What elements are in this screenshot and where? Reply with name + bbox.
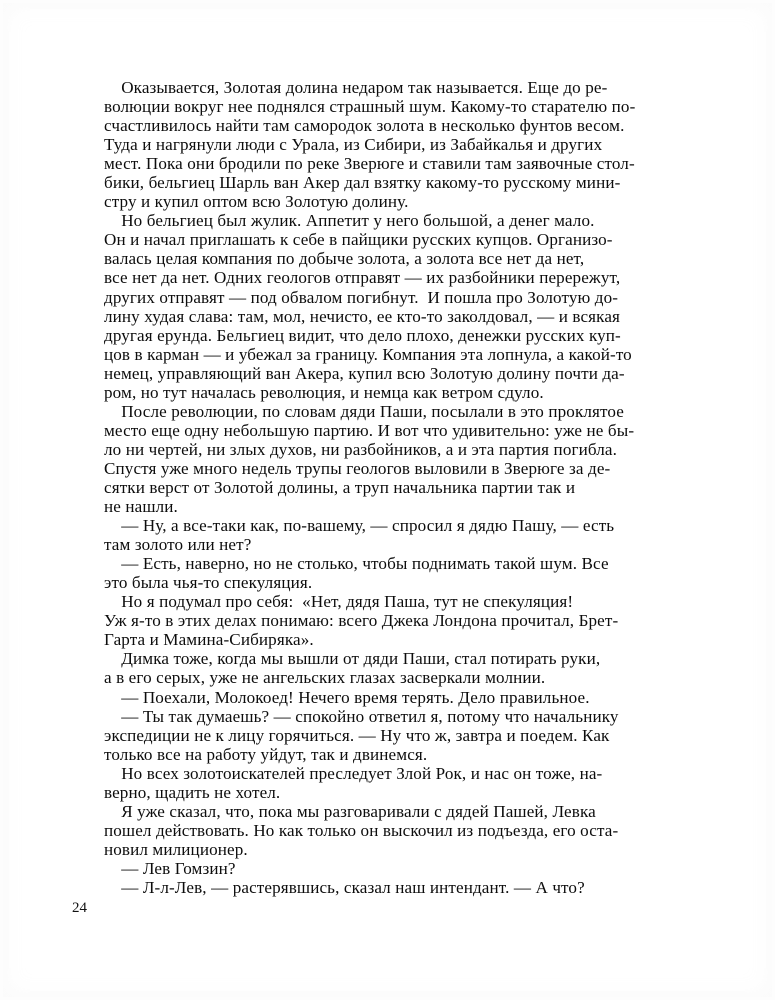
- text-line: ром, но тут началась революция, и немца как ветром сдуло.: [104, 382, 544, 402]
- paragraph-posle-revolyucii: [104, 402, 672, 516]
- text-line: других отправят — под обвалом погибнут. И пошла про Золотую до-: [104, 287, 619, 307]
- text-line: Я уже сказал, что, пока мы разговаривали с дядей Пашей, Левка: [104, 801, 596, 821]
- text-line: Но я подумал про себя: «Нет, дядя Паша, тут не спекуляция!: [104, 592, 574, 612]
- text-line: а в его серых, уже не ангельских глазах засверкали молнии.: [104, 668, 546, 688]
- text-line: волюции вокруг нее поднялся страшный шум. Какому-то старателю по-: [104, 97, 636, 117]
- text-line: Уж я-то в этих делах понимаю: всего Джека Лондона прочитал, Брет-: [104, 611, 619, 631]
- text-line: Димка тоже, когда мы вышли от дяди Паши, стал потирать руки,: [104, 649, 601, 669]
- text-line: — Ты так думаешь? — спокойно ответил я, потому что начальнику: [104, 706, 619, 726]
- text-line: Оказывается, Золотая долина недаром так называется. Еще до ре-: [104, 78, 608, 97]
- text-line: это была чья-то спекуляция.: [104, 573, 313, 593]
- text-line: пошел действовать. Но как только он выскочил из подъезда, его оста-: [104, 820, 619, 840]
- text-line: там золото или нет?: [104, 535, 252, 555]
- page-number: 24: [72, 900, 87, 916]
- text-line: Но бельгиец был жулик. Аппетит у него большой, а денег мало.: [104, 211, 595, 231]
- text-line: мест. Пока они бродили по реке Зверюге и ставили там заявочные стол-: [104, 154, 635, 174]
- paragraph-dialogue-answer: [104, 554, 672, 592]
- text-line: ло ни чертей, ни злых духов, ни разбойников, а и эта партия погибла.: [104, 439, 618, 459]
- paragraph-belgiec: [104, 211, 672, 401]
- paragraph-zloy-rok: [104, 764, 672, 802]
- text-line: Но всех золотоискателей преследует Злой Рок, и нас он тоже, на-: [104, 763, 603, 783]
- text-line: Туда и нагрянули люди с Урала, из Сибири, из Забайкалья и других: [104, 135, 603, 155]
- text-line: верно, щадить не хотел.: [104, 782, 281, 802]
- text-line: только все на работу уйдут, так и двинемся.: [104, 744, 428, 764]
- paragraph-dialogue-question: [104, 516, 672, 554]
- text-line: не нашли.: [104, 497, 178, 517]
- text-line: экспедиции не к лицу горячиться. — Ну что ж, завтра и поедем. Как: [104, 725, 610, 745]
- text-line: — Л-л-Лев, — растерявшись, сказал наш интендант. — А что?: [104, 877, 585, 897]
- text-line: — Лев Гомзин?: [104, 858, 236, 878]
- text-line: немец, управляющий ван Акера, купил всю Золотую долину почти да-: [104, 363, 625, 383]
- text-line: валась целая компания по добыче золота, а золота все нет да нет,: [104, 249, 585, 269]
- paragraph-dialogue-l-l-lev: [104, 878, 672, 897]
- text-line: — Ну, а все-таки как, по-вашему, — спросил я дядю Пашу, — есть: [104, 516, 615, 536]
- text-line: цов в карман — и убежал за границу. Компания эта лопнула, а какой-то: [104, 344, 632, 364]
- text-line: бики, бельгиец Шарль ван Акер дал взятку какому-то русскому мини-: [104, 173, 621, 193]
- paragraph-dialogue-poehali: [104, 688, 672, 707]
- paragraph-dialogue-ty-tak-dumaesh: [104, 707, 672, 764]
- paragraph-dialogue-lev-gomzin: [104, 859, 672, 878]
- text-line: новил милиционер.: [104, 839, 248, 859]
- paragraph-zolotaya-dolina: [104, 78, 672, 211]
- text-line: Гарта и Мамина-Сибиряка».: [104, 630, 314, 650]
- text-line: сятки верст от Золотой долины, а труп начальника партии так и: [104, 477, 576, 497]
- text-line: Он и начал приглашать к себе в пайщики русских купцов. Организо-: [104, 230, 613, 250]
- paragraph-dimka: [104, 649, 672, 687]
- text-line: стру и купил оптом всю Золотую долину.: [104, 192, 409, 212]
- text-line: После революции, по словам дяди Паши, посылали в это проклятое: [104, 401, 624, 421]
- text-line: Спустя уже много недель трупы геологов выловили в Зверюге за де-: [104, 458, 611, 478]
- text-line: — Поехали, Молокоед! Нечего время терять. Дело правильное.: [104, 687, 590, 707]
- page-text-body: [104, 78, 672, 897]
- paragraph-no-ya-podumal: [104, 592, 672, 649]
- text-line: место еще одну небольшую партию. И вот что удивительно: уже не бы-: [104, 420, 635, 440]
- text-line: лину худая слава: там, мол, нечисто, ее кто-то заколдовал, — и всякая: [104, 306, 621, 326]
- text-line: — Есть, наверно, но не столько, чтобы поднимать такой шум. Все: [104, 554, 609, 574]
- text-line: все нет да нет. Одних геологов отправят — их разбойники перережут,: [104, 268, 621, 288]
- text-line: другая ерунда. Бельгиец видит, что дело плохо, денежки русских куп-: [104, 325, 621, 345]
- text-line: счастливилось найти там самородок золота в несколько фунтов весом.: [104, 116, 625, 136]
- paragraph-levka: [104, 802, 672, 859]
